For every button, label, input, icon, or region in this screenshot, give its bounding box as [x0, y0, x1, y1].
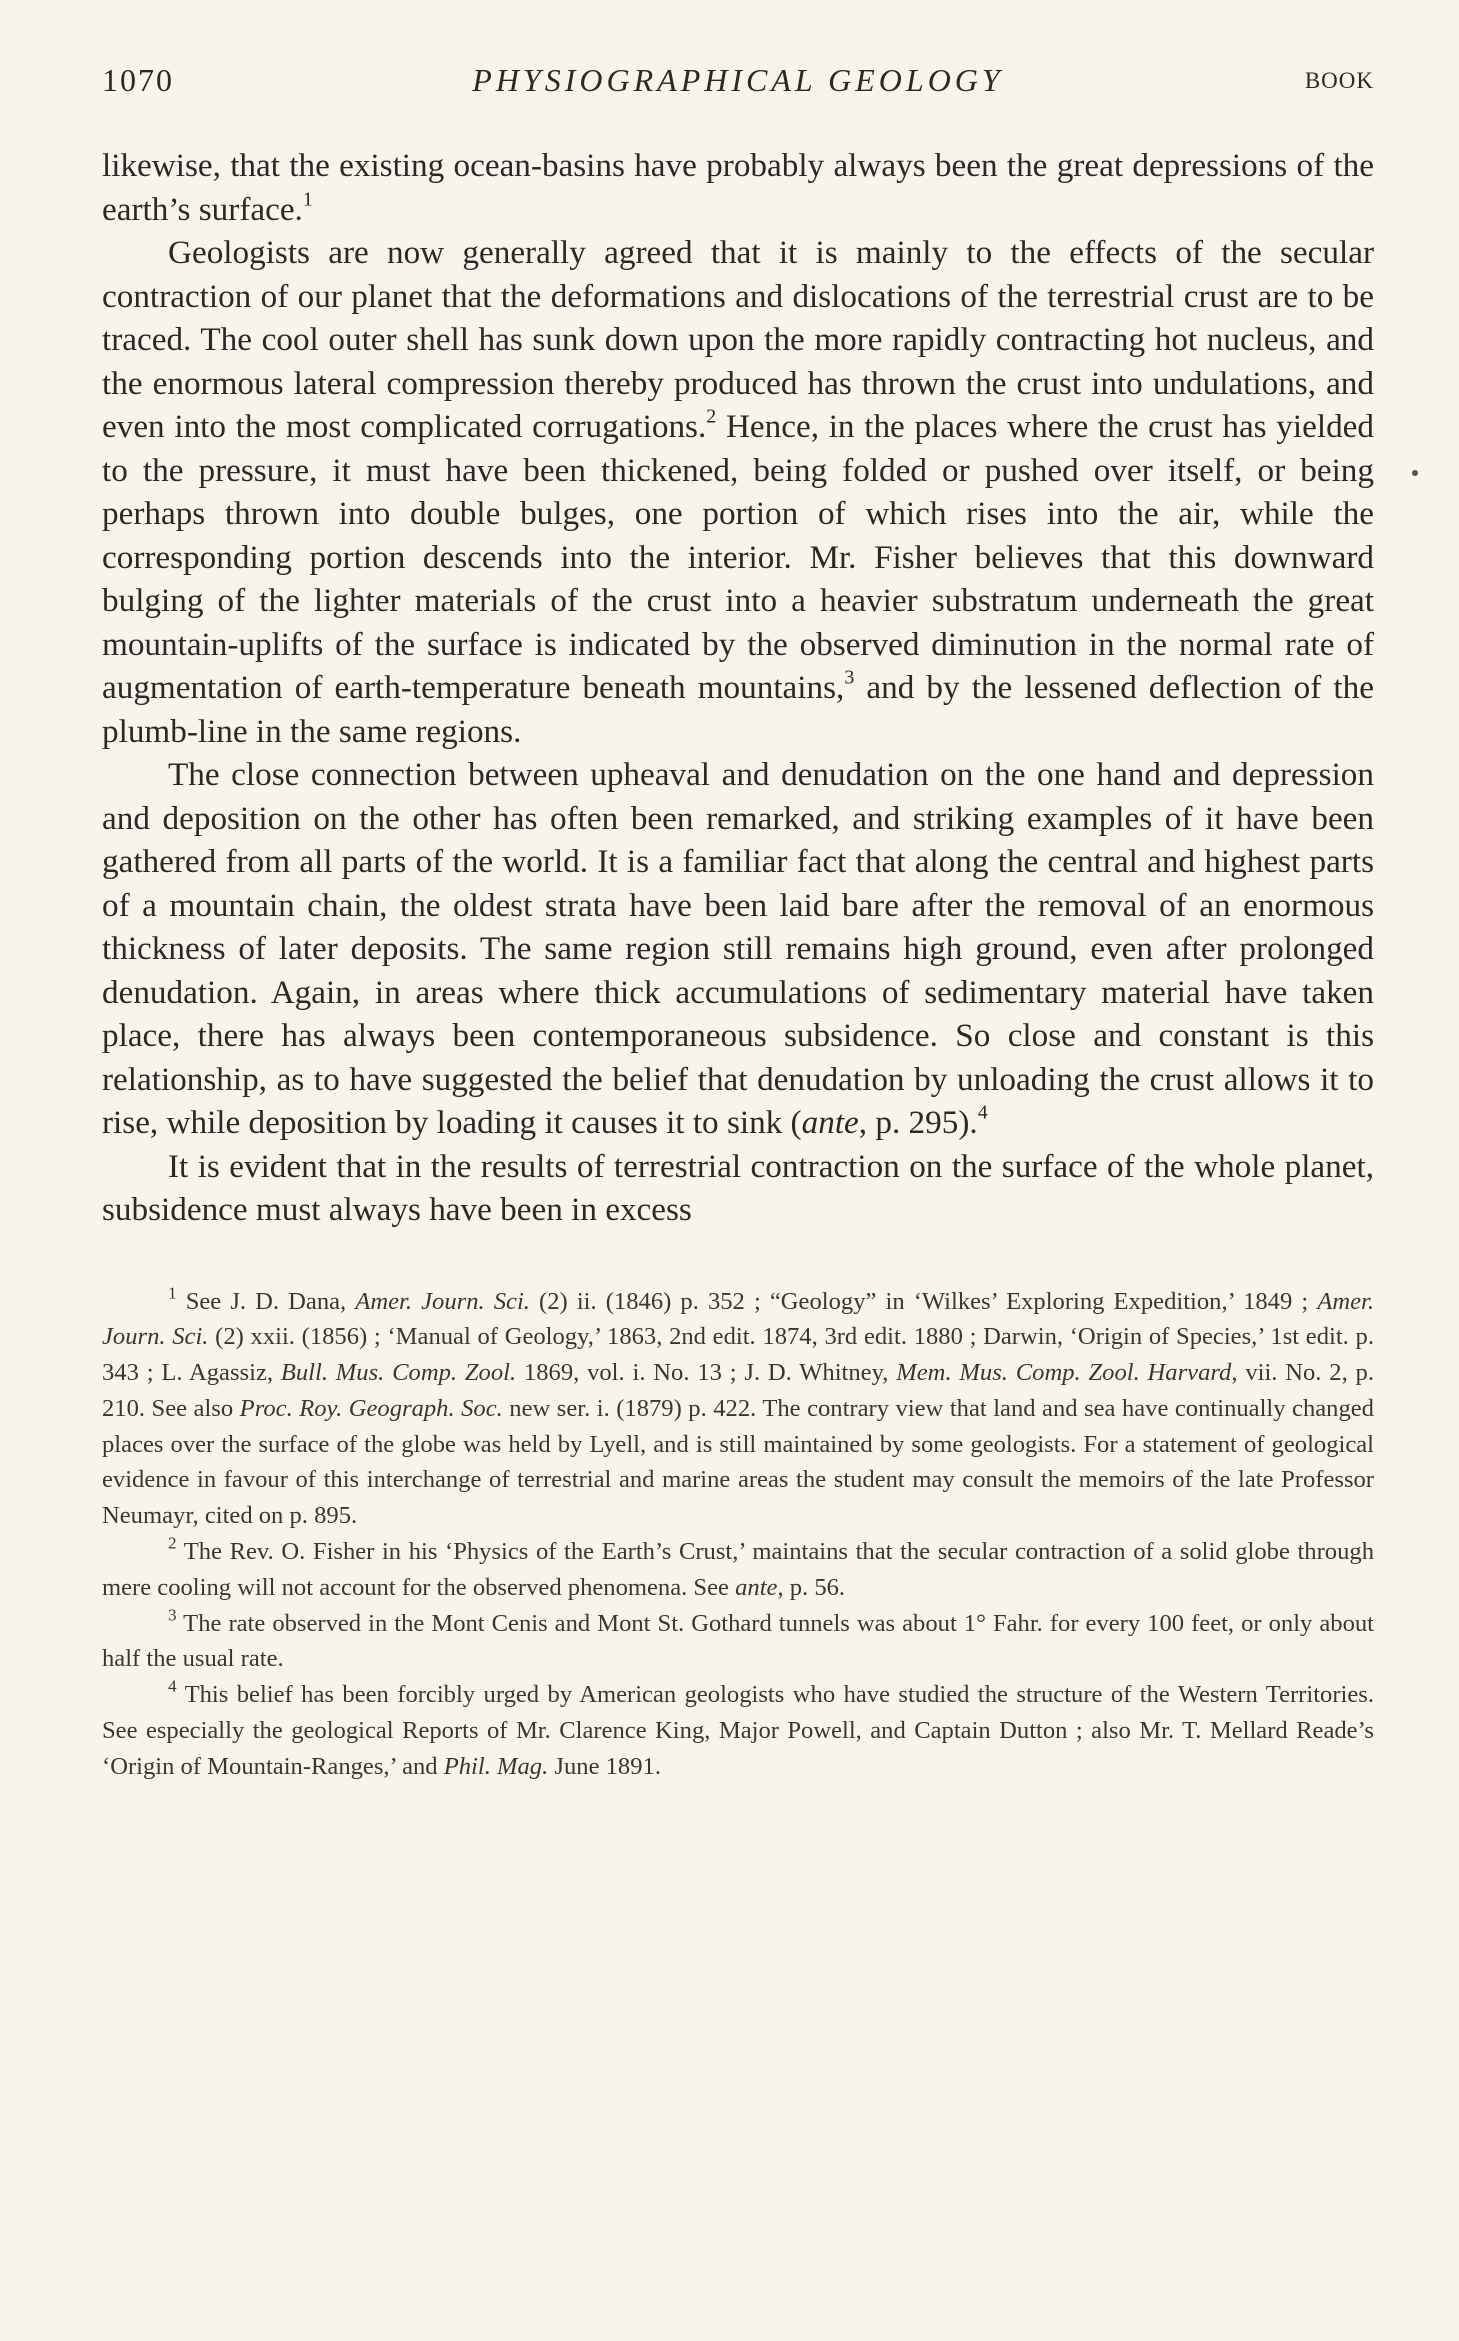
footnote-text: The rate observed in the Mont Cenis and Mont St. Gothard tunnels was about 1° Fahr. for every 100 feet, or only about half the usual rate.	[102, 1609, 1374, 1673]
footnote-mark: 4	[168, 1676, 177, 1696]
footnote-1	[102, 1284, 1374, 1535]
journal-title: Proc. Roy. Geograph. Soc.	[239, 1394, 503, 1422]
paragraph-text: Geologists are now generally agreed that it is mainly to the effects of the secular contraction of our planet that the deformations and dislocations of the terrestrial crust are to be traced. The cool outer shell has sunk down upon the more rapidly contracting hot nucleus, and the enormous lateral compression thereby produced has thrown the crust into undulations, and even into the most complicated corrugations.	[102, 234, 1374, 445]
book-label: BOOK	[1304, 68, 1374, 93]
paragraph-text: and by the lessened deflection of the plumb-line in the same regions.	[102, 669, 1374, 750]
book-page	[102, 56, 1374, 1785]
footnote-3	[102, 1606, 1374, 1678]
main-text	[102, 144, 1374, 1232]
footnote-ref: 4	[977, 1101, 988, 1124]
footnote-ref: 2	[706, 405, 717, 428]
footnote-text: (2) xxii. (1856) ; ‘Manual of Geology,’ 1863, 2nd edit. 1874, 3rd edit. 1880 ; Darwin, ‘Origin of Species,’ 1st edit. p. 343 ; L. Agassiz,	[102, 1323, 1374, 1387]
paragraph-4	[102, 1145, 1374, 1232]
footnote-text: 1869, vol. i. No. 13 ; J. D. Whitney,	[516, 1359, 897, 1387]
italic-citation: ante	[801, 1104, 859, 1141]
footnote-text: June 1891.	[548, 1752, 661, 1780]
footnote-text: new ser. i. (1879) p. 422. The contrary view that land and sea have continually changed places over the surface of the globe was held by Lyell, and is still maintained by some geologists. For a statement of geological evidence in favour of this interchange of terrestrial and marine areas the student may consult the memoirs of the late Professor Neumayr, cited on p. 895.	[102, 1394, 1374, 1530]
journal-title: Amer. Journ. Sci.	[102, 1287, 1375, 1351]
footnote-text: (2) ii. (1846) p. 352 ; “Geology” in ‘Wilkes’ Exploring Expedition,’ 1849 ;	[529, 1287, 1318, 1315]
running-title: PHYSIOGRAPHICAL GEOLOGY	[472, 62, 1004, 98]
paragraph-text: The close connection between upheaval and denudation on the one hand and depression and deposition on the other has often been remarked, and striking examples of it have been gathered from all parts of the world. It is a familiar fact that along the central and highest parts of a mountain chain, the oldest strata have been laid bare after the removal of an enormous thickness of later deposits. The same region still remains high ground, even after prolonged denudation. Again, in areas where thick accumulations of sedimentary material have taken place, there has always been contemporaneous subsidence. So close and constant is this relationship, as to have suggested the belief that denudation by unloading the crust allows it to rise, while deposition by loading it causes it to sink (	[102, 756, 1374, 1141]
footnote-4	[102, 1677, 1374, 1784]
footnote-2	[102, 1534, 1374, 1606]
journal-title: Mem. Mus. Comp. Zool. Harvard	[896, 1359, 1232, 1387]
footnote-mark: 1	[168, 1283, 177, 1303]
footnote-text: , p. 56.	[777, 1573, 846, 1601]
paragraph-3	[102, 753, 1374, 1145]
footnote-ref: 3	[844, 666, 855, 689]
footnote-mark: 2	[168, 1533, 177, 1553]
margin-dot	[1412, 470, 1418, 476]
journal-title: Bull. Mus. Comp. Zool.	[280, 1359, 517, 1387]
paragraph-text: Hence, in the places where the crust has yielded to the pressure, it must have been thickened, being folded or pushed over itself, or being perhaps thrown into double bulges, one portion of which rises into the air, while the corresponding portion descends into the interior. Mr. Fisher believes that this downward bulging of the lighter materials of the crust into a heavier substratum underneath the great mountain-uplifts of the surface is indicated by the observed diminution in the normal rate of augmentation of earth-temperature beneath mountains,	[102, 408, 1374, 706]
footnote-text: This belief has been forcibly urged by American geologists who have studied the structure of the Western Territories. See especially the geological Reports of Mr. Clarence King, Major Powell, and Captain Dutton ; also Mr. T. Mellard Reade’s ‘Origin of Mountain-Ranges,’ and	[102, 1681, 1374, 1780]
footnotes	[102, 1284, 1374, 1785]
running-header	[102, 56, 1374, 108]
footnote-text: The Rev. O. Fisher in his ‘Physics of the Earth’s Crust,’ maintains that the secular contraction of a solid globe through mere cooling will not account for the observed phenomena. See	[102, 1538, 1374, 1601]
footnote-mark: 3	[168, 1605, 177, 1625]
italic-citation: ante	[735, 1573, 778, 1601]
paragraph-1	[102, 144, 1374, 231]
footnote-text: See J. D. Dana,	[176, 1287, 356, 1315]
paragraph-2	[102, 231, 1374, 753]
paragraph-text: likewise, that the existing ocean-basins have probably always been the great depressions of the earth’s surface.	[102, 147, 1374, 228]
paragraph-text: , p. 295).	[858, 1104, 978, 1141]
journal-title: Amer. Journ. Sci.	[355, 1287, 530, 1315]
footnote-ref: 1	[302, 188, 313, 211]
footnote-text: , vii. No. 2, p. 210. See also	[102, 1359, 1374, 1422]
paragraph-text: It is evident that in the results of terrestrial contraction on the surface of the whole planet, subsidence must always have been in excess	[102, 1147, 1374, 1228]
journal-title: Phil. Mag.	[443, 1752, 549, 1780]
page-number: 1070	[102, 62, 174, 98]
